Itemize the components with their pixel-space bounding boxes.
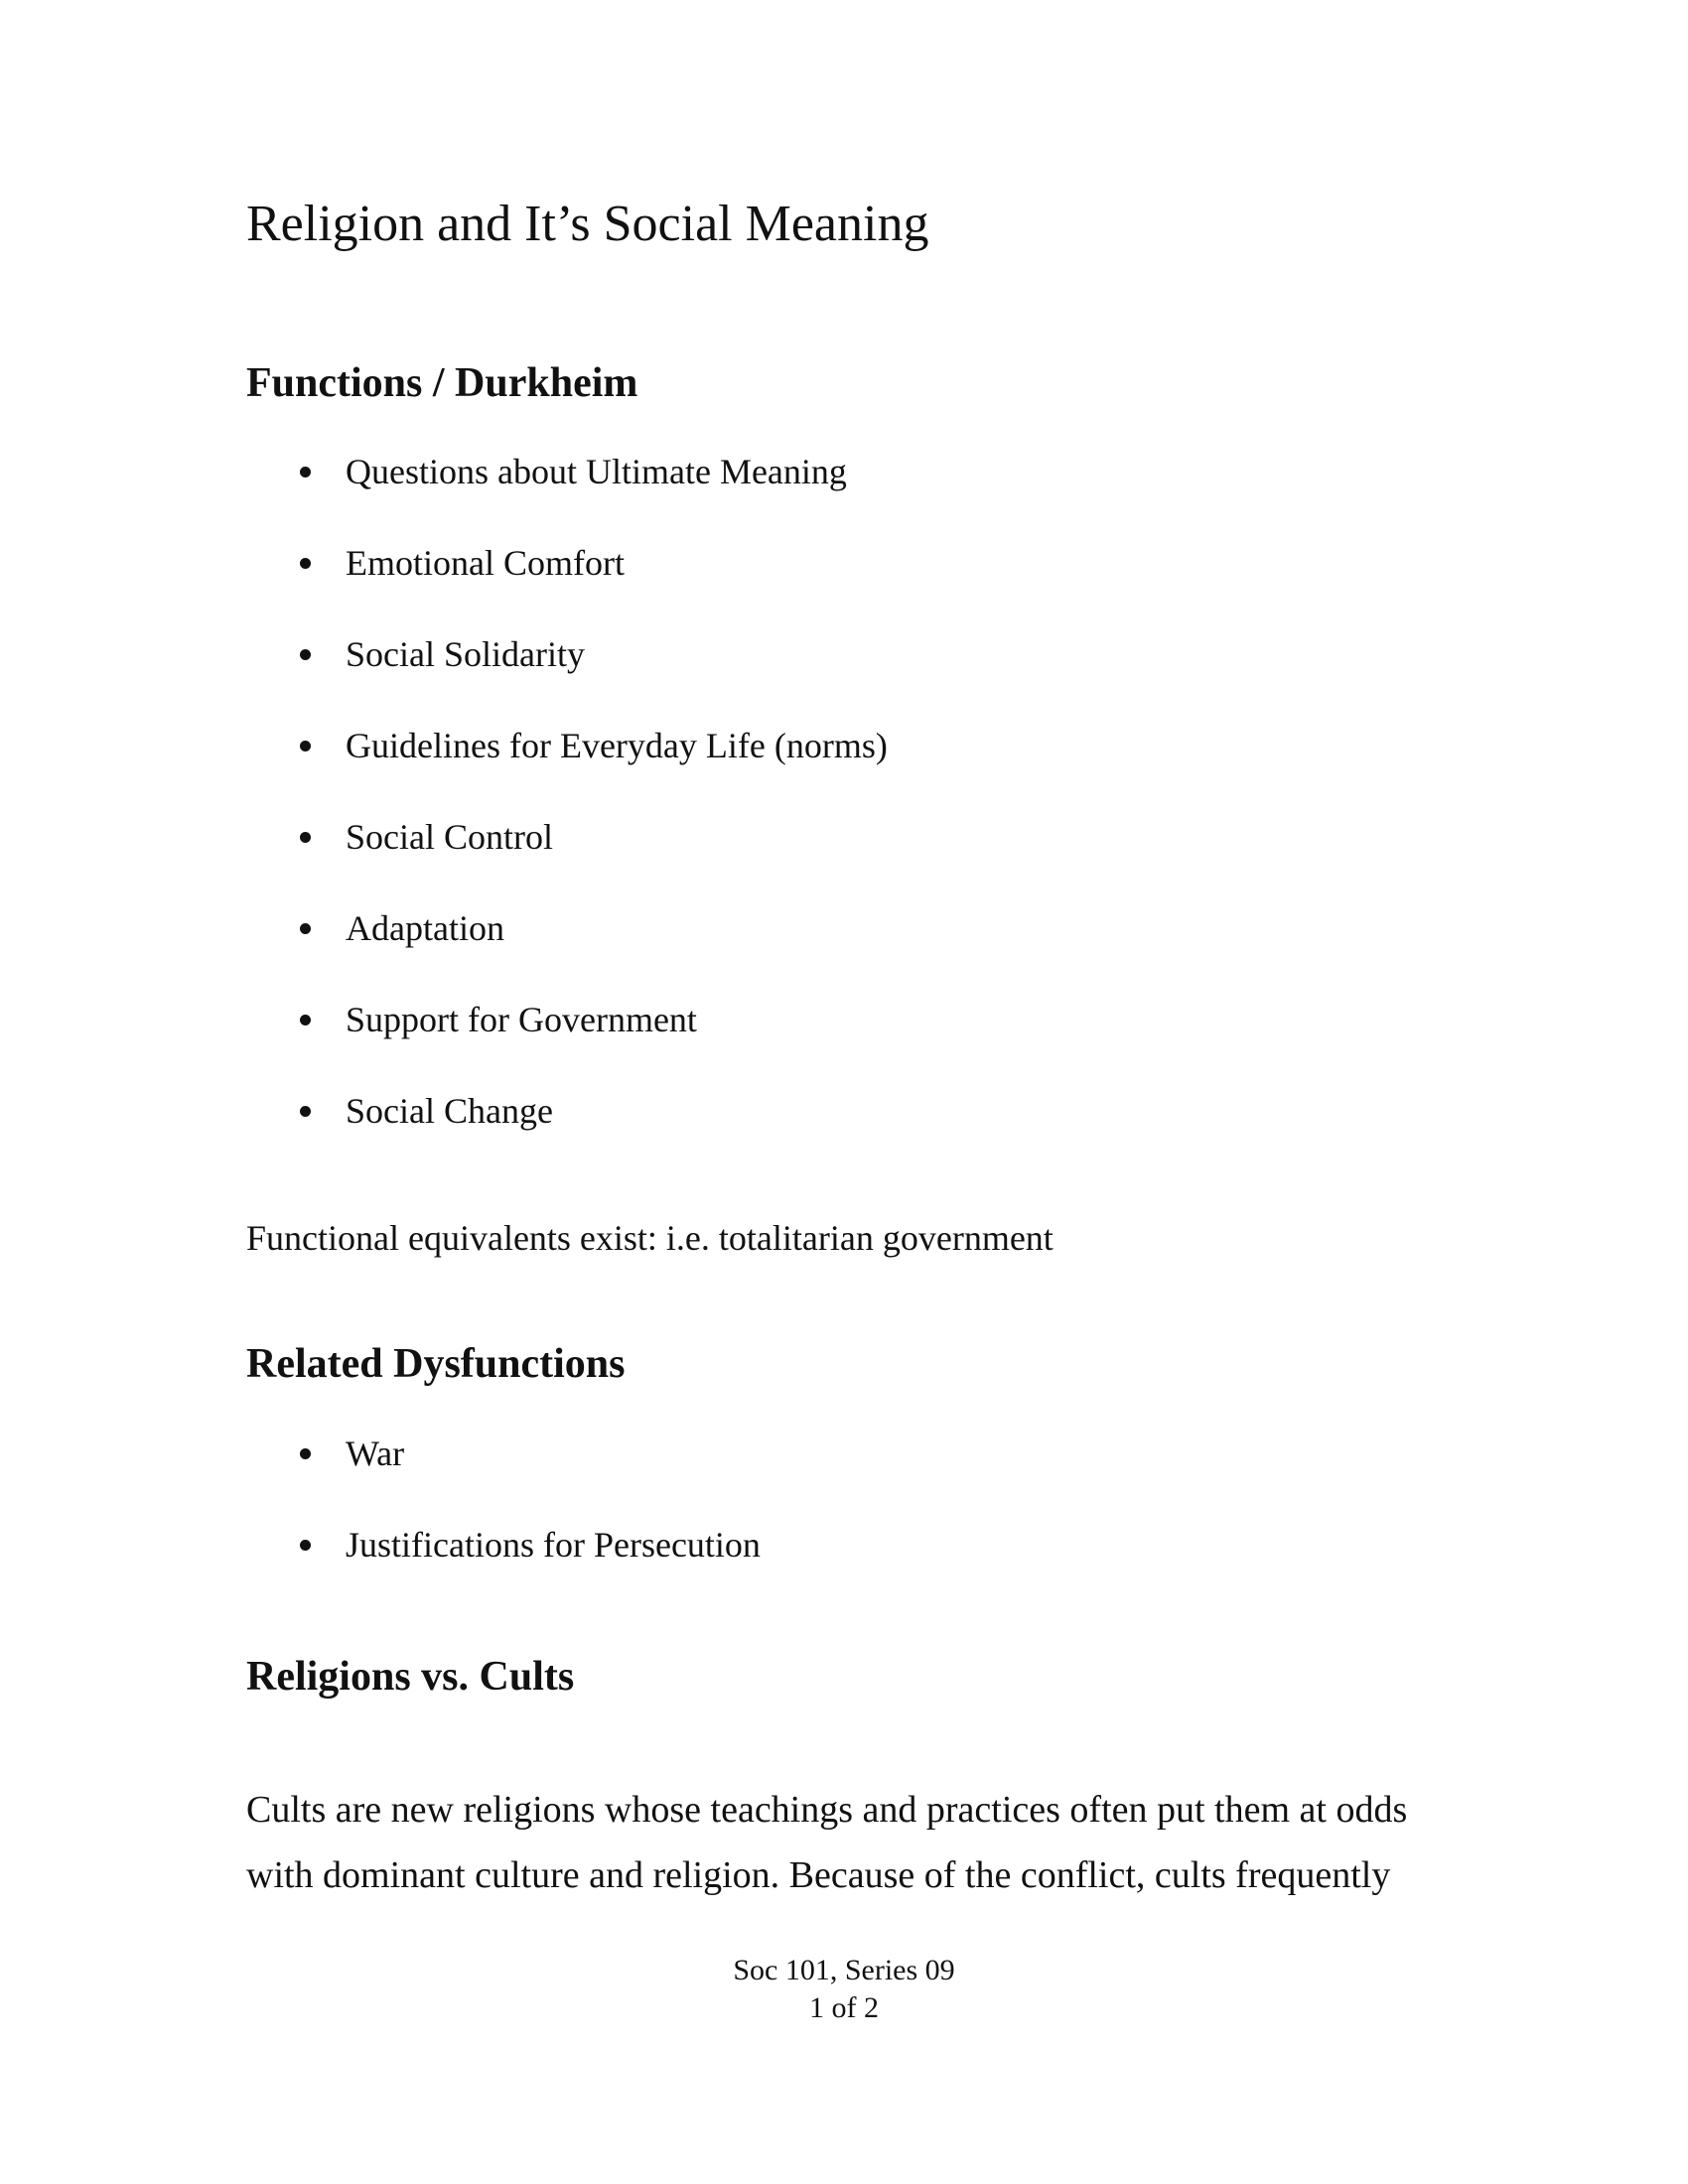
bullet-icon xyxy=(300,1448,311,1459)
bullet-icon xyxy=(300,649,311,660)
bullet-icon xyxy=(300,741,311,751)
bullet-icon xyxy=(300,1540,311,1551)
page-footer xyxy=(0,1952,1688,2027)
section-heading-cults: Religions vs. Cults xyxy=(246,1654,575,1700)
section-heading-dysfunctions: Related Dysfunctions xyxy=(246,1341,626,1387)
document-page: Religion and It’s Social Meaning Functions / Durkheim Questions about Ultimate Meaning Emotional Comfort Social Solidarity Guidelines for Everyday Life (norms) Social Control Adaptation Support for Government Social Change Functional equivalents exist: i.e. totalitarian government Related Dysfunctions War Justifications for Persecution Religions vs. Cults Cults are new religions whose teachings and practices often put them at odds with dominant culture and religion. Because of the conflict, cults frequently Soc 101, Series 09 1 of 2 xyxy=(0,0,1688,2184)
paragraph-line: with dominant culture and religion. Because of the conflict, cults frequently xyxy=(246,1854,1391,1896)
functional-equivalents-note: Functional equivalents exist: i.e. totalitarian government xyxy=(246,1218,1054,1258)
cults-paragraph xyxy=(246,1777,1458,1908)
paragraph-line: Cults are new religions whose teachings and practices often put them at odds xyxy=(246,1789,1408,1831)
footer-course: Soc 101, Series 09 xyxy=(733,1954,955,1986)
footer-page-number: 1 of 2 xyxy=(809,1991,879,2024)
bullet-icon xyxy=(300,467,311,478)
bullet-icon xyxy=(300,1106,311,1117)
bullet-icon xyxy=(300,832,311,843)
section-heading-functions: Functions / Durkheim xyxy=(246,360,638,406)
document-title: Religion and It’s Social Meaning xyxy=(246,196,929,252)
bullet-icon xyxy=(300,558,311,569)
bullet-icon xyxy=(300,1015,311,1025)
bullet-icon xyxy=(300,923,311,934)
